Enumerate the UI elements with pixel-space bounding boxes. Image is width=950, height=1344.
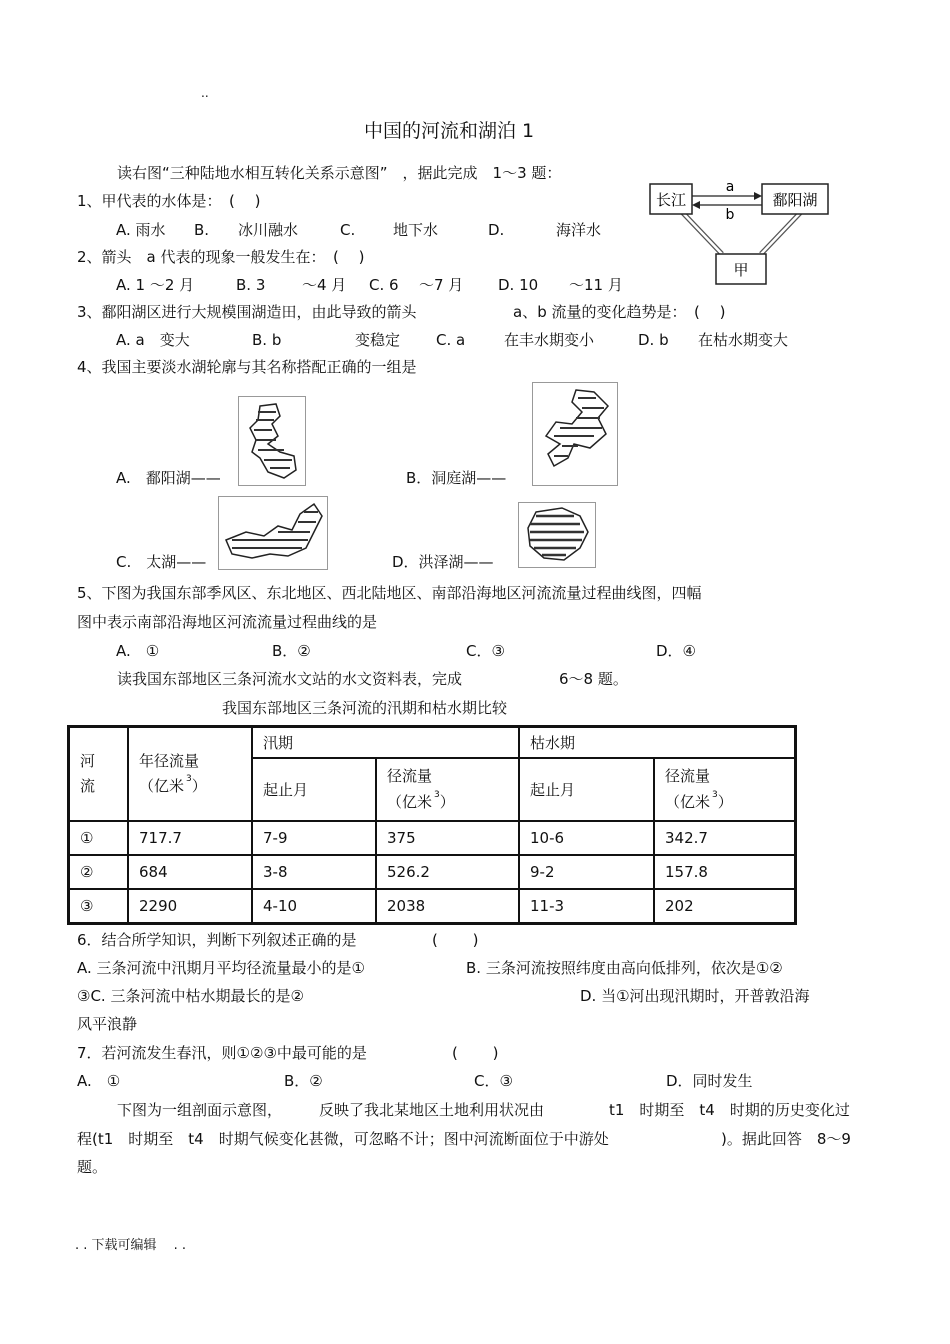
hydrology-table [67,725,797,925]
q7-option: B．② [284,1072,323,1090]
q6-option-d: D. 当①河出现汛期时，开普敦沿海 [580,987,810,1005]
header-mark: .. [201,86,209,100]
intro-3-line-1c: t1 时期至 t4 时期的历史变化过 [609,1101,850,1119]
table-row [69,855,795,889]
q4-option-d: D．洪泽湖—— [392,553,494,571]
q2-option: ～4 月 [302,276,347,294]
table-cell: 375 [376,821,519,855]
table-row [69,821,795,855]
header-flood-months: 起止月 [252,758,376,821]
node-left-label: 长江 [655,191,687,209]
q5-option: B．② [272,642,311,660]
q5-line-2: 图中表示南部沿海地区河流流量过程曲线的是 [77,613,378,631]
table-row [69,889,795,923]
q7-stem: 7．若河流发生春汛，则①②③中最可能的是 [77,1044,367,1062]
table-cell: 7-9 [252,821,376,855]
lake-outline-a-image [238,396,306,486]
q5-option: D．④ [656,642,696,660]
q5-option: C．③ [466,642,505,660]
table-cell: 342.7 [654,821,795,855]
node-right-label: 鄱阳湖 [772,191,818,209]
q3-option: 在丰水期变小 [504,331,595,349]
q3-option: 变稳定 [355,331,401,349]
q7-option: A. ① [77,1072,121,1090]
q4-option-b: B．洞庭湖—— [406,469,507,487]
q3-option: D. b [638,331,669,349]
q6-option-c: ③C. 三条河流中枯水期最长的是② [77,987,304,1005]
table-header-row [69,727,795,758]
q7-option: C．③ [474,1072,513,1090]
q2-option: A. 1 ～2 月 [116,276,195,294]
intro-3-line-1a: 下图为一组剖面示意图， [117,1101,283,1119]
q1-option: 冰川融水 [238,221,299,239]
q3-option: B. b [252,331,282,349]
intro-1: 读右图“三种陆地水相互转化关系示意图” ，据此完成 1～3 题： [117,164,562,182]
q2-option: D. 10 [498,276,539,294]
intro-2-range: 6～8 题。 [559,670,628,688]
q6-option-d-cont: 风平浪静 [77,1015,138,1033]
page-footer: . . 下载可编辑 . . [75,1238,187,1253]
intro-3-line-1b: 反映了我北某地区土地利用状况由 [319,1101,545,1119]
q3-stem-cont: a、b 流量的变化趋势是： ( ) [513,303,726,321]
table-cell: 4-10 [252,889,376,923]
header-flood-runoff: 径流量 （亿米 $^3$） [376,758,519,821]
q3-option: 在枯水期变大 [698,331,789,349]
header-dry-period: 枯水期 [519,727,795,758]
header-annual-runoff: 年径流量 （亿米 $^3$） [128,727,252,821]
q6-option-a: A. 三条河流中汛期月平均径流量最小的是① [77,959,365,977]
q6-paren: ( ) [432,931,479,949]
table-cell: 2290 [128,889,252,923]
q1-option: D. [488,221,505,239]
lake-outline-d-image [518,502,596,568]
q6-stem: 6．结合所学知识，判断下列叙述正确的是 [77,931,357,949]
q1-option: A. 雨水 [116,221,166,239]
q7-option: D．同时发生 [666,1072,753,1090]
table-cell: 684 [128,855,252,889]
table-cell: 3-8 [252,855,376,889]
arrow-b-head [692,201,700,209]
q1-option: 地下水 [393,221,439,239]
table-cell: 717.7 [128,821,252,855]
table-cell: 202 [654,889,795,923]
q1-option: B. [194,221,210,239]
q5-line-1: 5、下图为我国东部季风区、东北地区、西北陆地区、南部沿海地区河流流量过程曲线图，四幅 [77,584,702,602]
lake-outline-b-image [532,382,618,486]
water-cycle-diagram [646,174,838,290]
node-bottom-label: 甲 [733,261,749,279]
q1-option: 海洋水 [556,221,602,239]
q1-stem: 1、甲代表的水体是： ( ) [77,192,261,210]
intro-3-line-3: 题。 [77,1158,108,1176]
arrow-b-label: b [725,207,735,223]
arrow-a-head [754,192,762,200]
header-river: 河 流 [69,727,128,821]
q3-option: C. a [436,331,466,349]
q2-option: ～11 月 [569,276,623,294]
table-cell: ③ [69,889,128,923]
header-dry-runoff: 径流量 （亿米 $^3$） [654,758,795,821]
q1-option: C. [340,221,356,239]
q3-option: A. a 变大 [116,331,190,349]
table-cell: 9-2 [519,855,654,889]
header-flood-period: 汛期 [252,727,519,758]
table-cell: 10-6 [519,821,654,855]
q3-stem: 3、鄱阳湖区进行大规模围湖造田，由此导致的箭头 [77,303,417,321]
q2-option: ～7 月 [419,276,464,294]
table-caption: 我国东部地区三条河流的汛期和枯水期比较 [222,699,508,717]
lake-outline-c-image [218,496,328,570]
table-cell: 2038 [376,889,519,923]
table-cell: 157.8 [654,855,795,889]
q2-stem: 2、箭头 a 代表的现象一般发生在： ( ) [77,248,365,266]
q4-option-a: A. 鄱阳湖—— [116,469,221,487]
q4-stem: 4、我国主要淡水湖轮廓与其名称搭配正确的一组是 [77,358,417,376]
table-cell: 526.2 [376,855,519,889]
header-dry-months: 起止月 [519,758,654,821]
q2-option: B. 3 [236,276,266,294]
table-cell: ① [69,821,128,855]
q5-option: A. ① [116,642,160,660]
intro-3-line-2b: )。据此回答 8～9 [721,1130,851,1148]
q4-option-c: C. 太湖—— [116,553,207,571]
arrow-a-label: a [725,179,735,195]
q6-option-b: B. 三条河流按照纬度由高向低排列，依次是①② [466,959,783,977]
table-cell: 11-3 [519,889,654,923]
page-title: 中国的河流和湖泊 1 [364,120,535,142]
intro-2: 读我国东部地区三条河流水文站的水文资料表，完成 [117,670,463,688]
table-cell: ② [69,855,128,889]
q7-paren: ( ) [452,1044,499,1062]
intro-3-line-2a: 程(t1 时期至 t4 时期气候变化甚微，可忽略不计；图中河流断面位于中游处 [77,1130,609,1148]
q2-option: C. 6 [369,276,399,294]
